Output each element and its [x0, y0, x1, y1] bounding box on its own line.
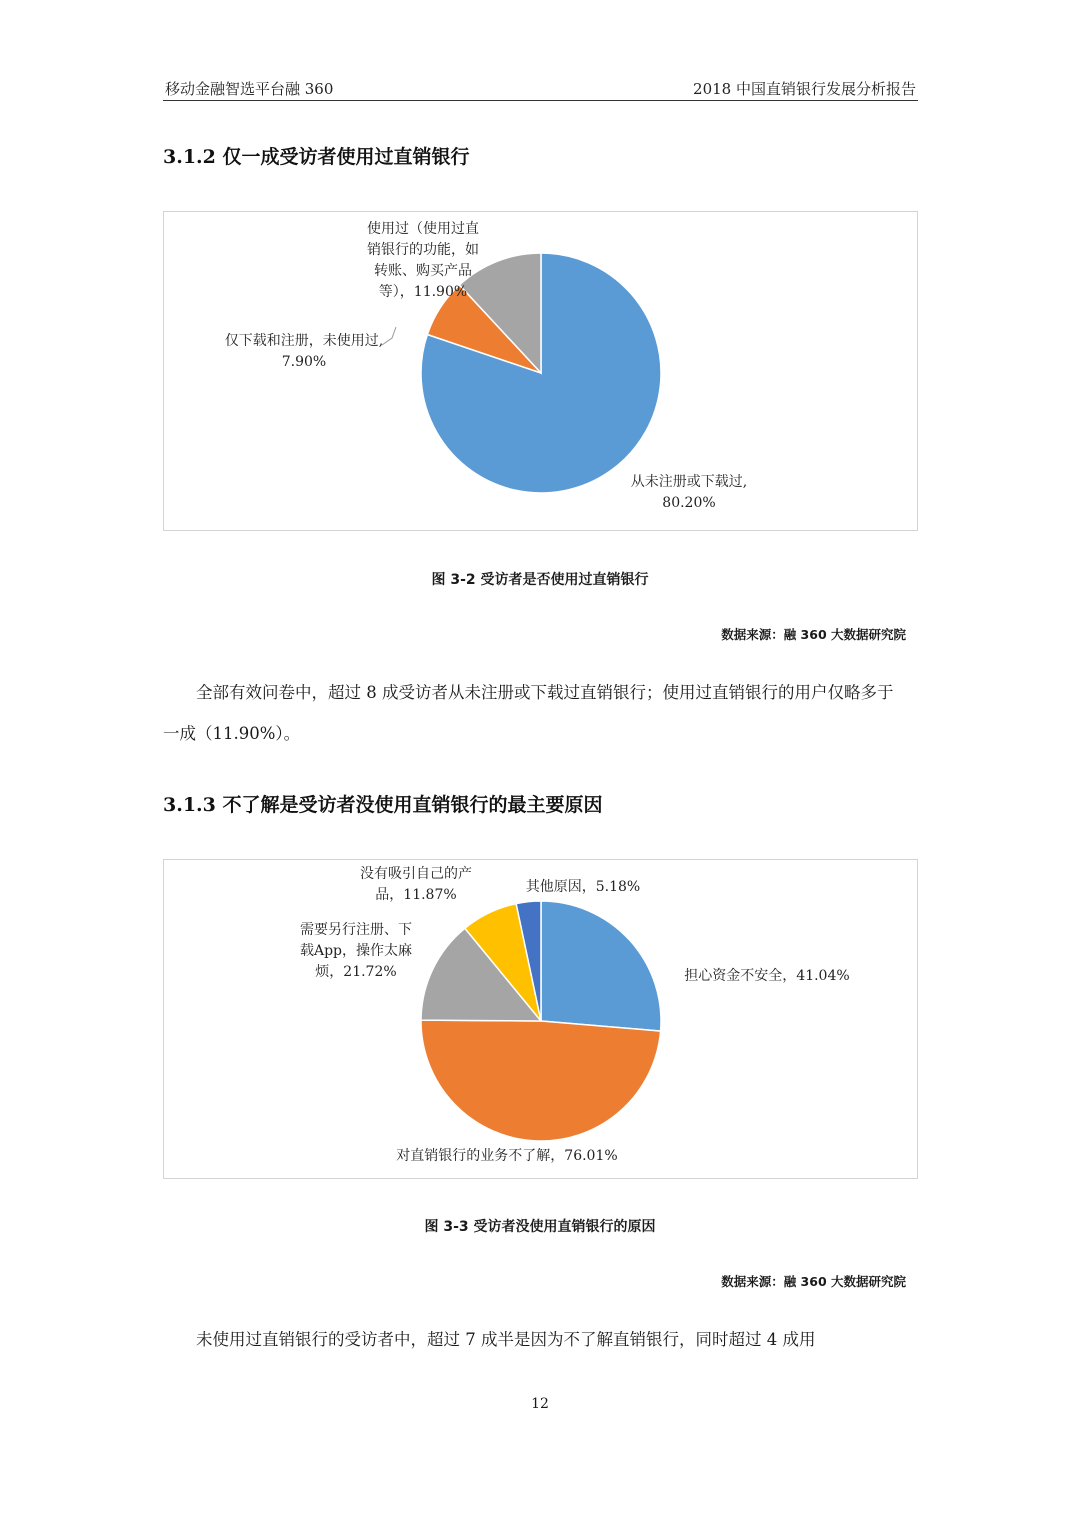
section-heading-3-1-3: 3.1.3 不了解是受访者没使用直销银行的最主要原因	[163, 794, 603, 816]
paragraph-reasons: 未使用过直销银行的受访者中，超过 7 成半是因为不了解直销银行，同时超过 4 成用	[196, 1330, 816, 1349]
data-label-1-line-2: 80.20%	[662, 495, 716, 511]
data-label-3-line-3: 烦，21.72%	[315, 964, 397, 980]
header-right-title: 2018 中国直销银行发展分析报告	[693, 80, 916, 98]
data-label-4-line-2: 品，11.87%	[375, 887, 457, 903]
data-label-3-line-1: 使用过（使用过直	[367, 221, 479, 237]
data-label-3-line-2: 销银行的功能，如	[367, 242, 479, 258]
pie-chart-usage	[163, 211, 918, 531]
page-number: 12	[531, 1396, 549, 1412]
pie-chart-usage-svg	[164, 212, 917, 530]
data-label-1-line-1: 担心资金不安全，41.04%	[684, 968, 850, 984]
data-label-4-line-1: 没有吸引自己的产	[360, 866, 472, 882]
figure-3-2-caption: 图 3-2 受访者是否使用过直销银行	[431, 572, 649, 588]
paragraph-usage-line-1: 全部有效问卷中，超过 8 成受访者从未注册或下载过直销银行；使用过直销银行的用	[196, 683, 811, 702]
figure-3-3-source: 数据来源：融 360 大数据研究院	[721, 1274, 906, 1289]
pie-slice-1	[541, 901, 661, 1031]
data-label-3-line-4: 等），11.90%	[378, 284, 468, 300]
data-label-3-line-2: 载App，操作太麻	[299, 943, 413, 959]
pie-chart-reasons-svg	[164, 860, 917, 1178]
header-left-title: 移动金融智选平台融 360	[165, 80, 334, 98]
header-rule	[163, 100, 918, 101]
data-label-5-line-1: 其他原因，5.18%	[525, 879, 641, 895]
data-label-1-line-1: 从未注册或下载过,	[630, 474, 748, 490]
data-label-2-line-1: 对直销银行的业务不了解，76.01%	[396, 1148, 618, 1164]
paragraph-usage	[163, 672, 908, 754]
leader-line-1	[382, 327, 396, 345]
data-label-3-line-3: 转账、购买产品	[374, 263, 472, 279]
pie-slice-2	[421, 1020, 661, 1141]
figure-3-2-source: 数据来源：融 360 大数据研究院	[721, 627, 906, 642]
figure-3-3-caption: 图 3-3 受访者没使用直销银行的原因	[424, 1219, 656, 1235]
data-label-2-line-2: 7.90%	[281, 354, 327, 370]
paragraph-usage-line-2: 户仅略多于一成（11.90%）。	[163, 683, 894, 743]
data-label-2-line-1: 仅下载和注册，未使用过,	[224, 333, 384, 349]
data-label-3-line-1: 需要另行注册、下	[300, 922, 412, 938]
section-heading-3-1-2: 3.1.2 仅一成受访者使用过直销银行	[163, 146, 470, 168]
pie-chart-reasons	[163, 859, 918, 1179]
